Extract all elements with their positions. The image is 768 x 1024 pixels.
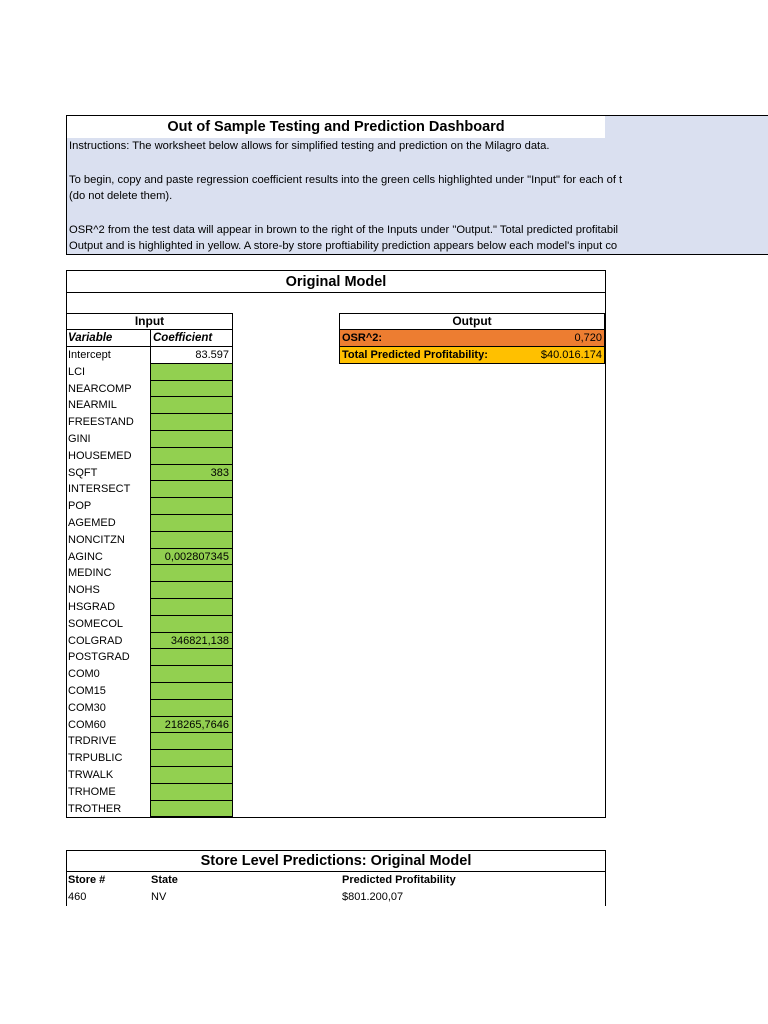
coefficient-cell[interactable]: 83.597 (150, 347, 233, 364)
coefficient-cell[interactable]: 383 (150, 465, 233, 482)
variable-cell: NONCITZN (68, 533, 125, 546)
model-title: Original Model (67, 271, 605, 293)
variable-cell: COLGRAD (68, 634, 123, 647)
variable-cell: POSTGRAD (68, 651, 130, 664)
variable-cell: AGEMED (68, 517, 116, 529)
instruction-line-4: (do not delete them). (69, 190, 173, 202)
total-profit-output-row (339, 347, 605, 364)
total-profit-label: Total Predicted Profitability: (342, 349, 488, 361)
variable-cell: COM15 (68, 685, 106, 697)
variable-cell: Intercept (68, 349, 111, 361)
instruction-line-3: To begin, copy and paste regression coefficient results into the green cells highlighted under "Input" for each of t (69, 174, 623, 186)
store-predictions-panel (66, 850, 606, 906)
variable-cell: INTERSECT (68, 483, 131, 496)
coefficient-cell[interactable] (150, 448, 233, 465)
variable-cell: TRHOME (68, 785, 116, 798)
coefficient-cell[interactable]: 218265,7646 (150, 717, 233, 734)
coefficient-cell[interactable] (150, 683, 233, 700)
variable-cell: FREESTAND (68, 416, 134, 429)
variable-cell: HOUSEMED (68, 449, 132, 462)
coefficient-cell[interactable] (150, 565, 233, 582)
variable-cell: SOMECOL (68, 617, 124, 630)
output-header: Output (339, 313, 605, 330)
coefficient-cell[interactable] (150, 700, 233, 717)
variable-cell: TRDRIVE (68, 735, 117, 748)
coefficient-cell[interactable] (150, 666, 233, 683)
store-number-header: Store # (68, 874, 106, 886)
original-model-panel (66, 270, 606, 818)
coefficient-cell[interactable] (150, 532, 233, 549)
coefficient-cell[interactable] (150, 750, 233, 767)
variable-cell: TROTHER (68, 802, 122, 815)
coefficient-cell[interactable] (150, 364, 233, 381)
variable-cell: HSGRAD (68, 601, 116, 613)
total-profit-value[interactable]: $40.016.174 (540, 349, 602, 361)
state-cell[interactable]: NV (151, 891, 167, 903)
variable-cell: LCI (68, 365, 86, 378)
coefficient-cell[interactable] (150, 414, 233, 431)
variable-cell: TRWALK (68, 769, 114, 781)
coefficient-cell[interactable] (150, 582, 233, 599)
instruction-line-7: Output and is highlighted in yellow. A store-by store proftiability prediction appears below each model's input co (69, 240, 618, 252)
coefficient-cell[interactable] (150, 515, 233, 532)
coefficient-cell[interactable] (150, 767, 233, 784)
coefficient-cell[interactable] (150, 381, 233, 398)
instructions-panel (66, 115, 768, 255)
coefficient-cell[interactable] (150, 431, 233, 448)
store-predictions-title: Store Level Predictions: Original Model (67, 851, 605, 872)
variable-cell: COM0 (68, 668, 100, 681)
coefficient-cell[interactable] (150, 733, 233, 750)
coefficient-cell[interactable] (150, 649, 233, 666)
dashboard-title: Out of Sample Testing and Prediction Dashboard (67, 116, 605, 138)
coefficient-cell[interactable] (150, 616, 233, 633)
coefficient-cell[interactable] (150, 801, 233, 818)
coefficient-cell[interactable]: 346821,138 (150, 633, 233, 650)
predicted-profitability-cell[interactable]: $801.200,07 (342, 891, 404, 903)
store-number-cell[interactable]: 460 (68, 891, 87, 903)
variable-cell: SQFT (68, 466, 98, 479)
state-header: State (151, 874, 178, 886)
variable-cell: GINI (68, 433, 91, 445)
coefficient-cell[interactable] (150, 599, 233, 616)
coefficient-cell[interactable] (150, 397, 233, 414)
coefficient-cell[interactable] (150, 784, 233, 801)
instruction-line-6: OSR^2 from the test data will appear in brown to the right of the Inputs under "Output." Total predicted profitabil (69, 224, 619, 236)
variable-cell: TRPUBLIC (68, 752, 123, 765)
variable-cell: COM30 (68, 701, 106, 714)
variable-cell: COM60 (68, 718, 106, 731)
coefficient-cell[interactable] (150, 498, 233, 515)
osr-label: OSR^2: (342, 332, 383, 344)
osr-output-row (339, 330, 605, 347)
variable-cell: NEARCOMP (68, 382, 132, 395)
variable-cell: AGINC (68, 550, 103, 563)
variable-cell: MEDINC (68, 567, 112, 580)
variable-cell: POP (68, 500, 92, 513)
predicted-profitability-header: Predicted Profitability (342, 874, 456, 886)
coefficient-cell[interactable] (150, 481, 233, 498)
variable-cell: NEARMIL (68, 399, 117, 412)
variable-column-header: Variable (67, 330, 150, 347)
coefficient-cell[interactable]: 0,002807345 (150, 549, 233, 566)
osr-value[interactable]: 0,720 (574, 332, 602, 344)
instruction-line-1: Instructions: The worksheet below allows for simplified testing and prediction on the Milagro data. (69, 140, 550, 152)
variable-cell: NOHS (68, 584, 100, 597)
coefficient-column-header: Coefficient (150, 330, 233, 347)
input-header: Input (67, 313, 233, 330)
